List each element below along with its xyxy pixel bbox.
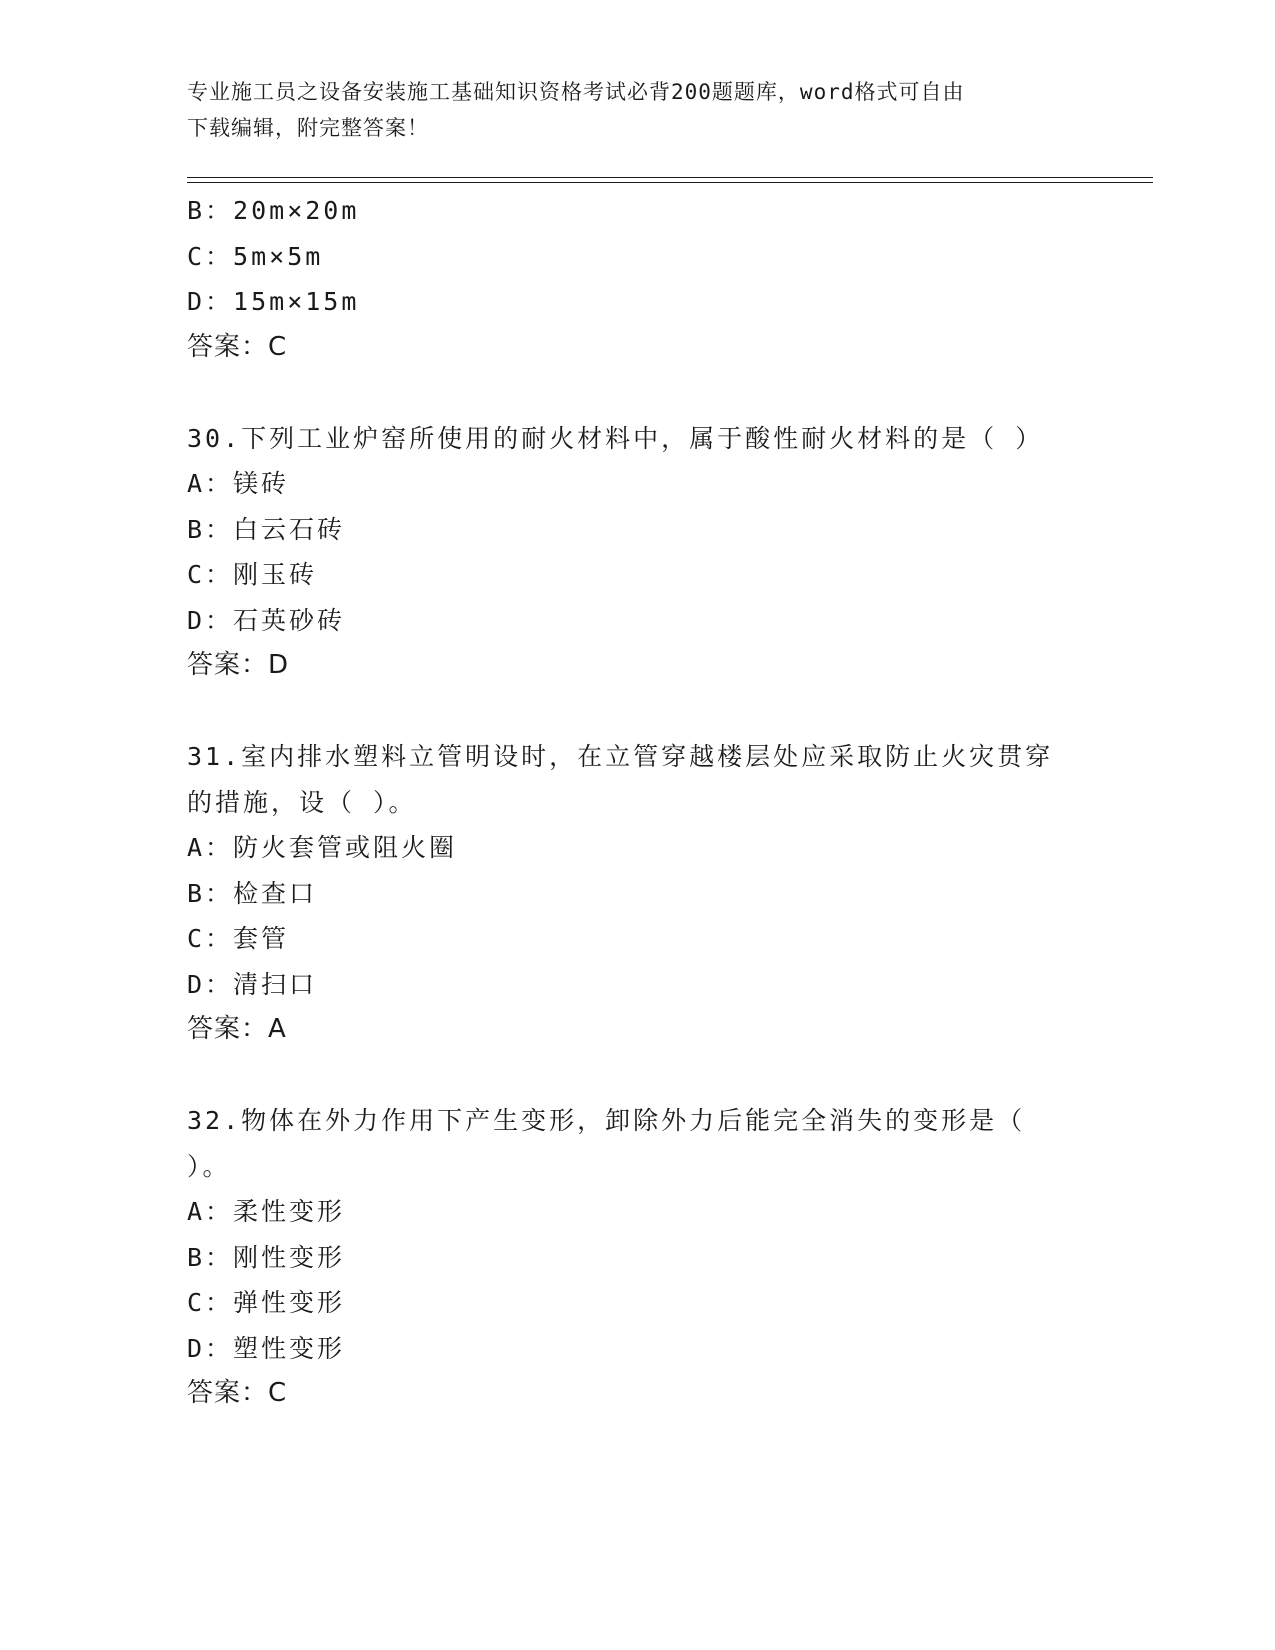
question-30-option-c: C：刚玉砖 <box>187 560 318 589</box>
header-divider-top <box>187 177 1153 178</box>
question-32-option-a: A：柔性变形 <box>187 1197 346 1226</box>
question-31-stem-line-2: 的措施，设（ ）。 <box>187 787 417 817</box>
question-list <box>187 188 1087 1417</box>
question-32-option-c: C：弹性变形 <box>187 1288 346 1317</box>
question-32-option-d: D：塑性变形 <box>187 1333 346 1363</box>
question-31-option-a: A：防火套管或阻火圈 <box>187 833 458 862</box>
question-32-answer: 答案：C <box>187 1378 288 1408</box>
question-30-option-d: D：石英砂砖 <box>187 605 346 635</box>
question-31-stem-line-1: 31.室内排水塑料立管明设时，在立管穿越楼层处应采取防止火灾贯穿 <box>187 742 1054 771</box>
question-30-option-a: A：镁砖 <box>187 469 290 498</box>
question-30-answer: 答案：D <box>187 650 290 680</box>
question-31-option-c: C：套管 <box>187 924 290 953</box>
question-32-option-b: B：刚性变形 <box>187 1242 346 1272</box>
answer-line: 答案：C <box>187 331 288 362</box>
option-c: C：5m×5m <box>187 241 324 271</box>
header-line-1: 专业施工员之设备安装施工基础知识资格考试必背200题题库，word格式可自由 <box>187 80 965 104</box>
header-divider-bottom <box>187 182 1153 183</box>
spacer <box>187 1053 1087 1099</box>
question-30-stem: 30.下列工业炉窑所使用的耐火材料中，属于酸性耐火材料的是（ ） <box>187 423 1044 453</box>
header-line-2: 下载编辑，附完整答案！ <box>187 116 429 140</box>
question-31-option-d: D：清扫口 <box>187 969 318 999</box>
spacer <box>187 370 1087 416</box>
document-header <box>187 74 1087 146</box>
option-d: D：15m×15m <box>187 287 360 316</box>
spacer <box>187 689 1087 735</box>
option-b: B：20m×20m <box>187 196 360 225</box>
question-31-option-b: B：检查口 <box>187 878 318 908</box>
question-31-answer: 答案：A <box>187 1014 287 1044</box>
question-30-option-b: B：白云石砖 <box>187 514 346 544</box>
question-32-stem-line-1: 32.物体在外力作用下产生变形，卸除外力后能完全消失的变形是（ <box>187 1106 1026 1135</box>
question-32-stem-line-2: ）。 <box>187 1151 231 1181</box>
